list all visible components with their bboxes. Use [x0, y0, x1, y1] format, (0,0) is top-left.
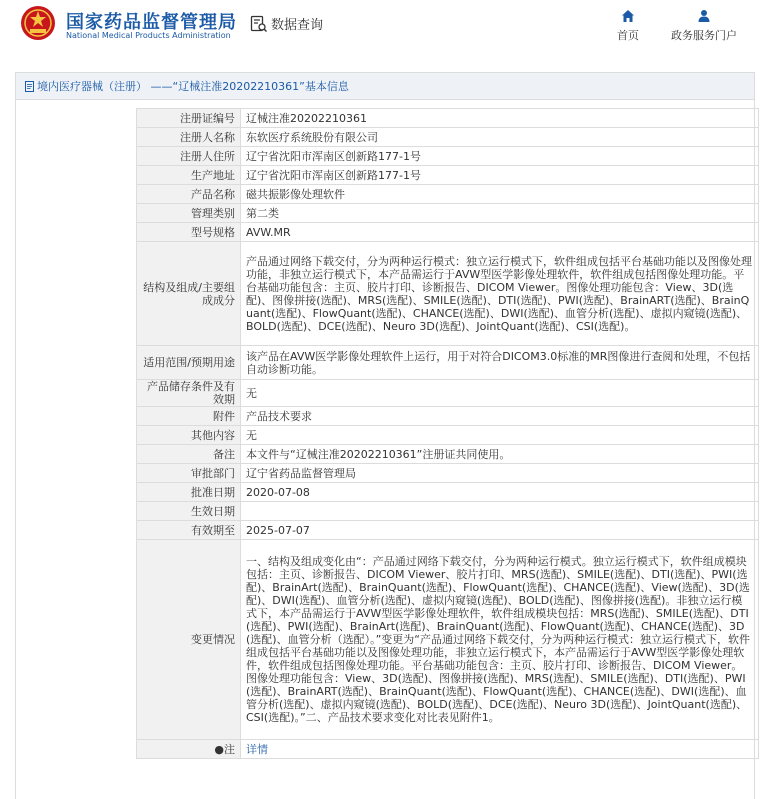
- row-label: 变更情况: [137, 540, 241, 740]
- row-label: 生产地址: [137, 166, 241, 185]
- table-row: [137, 502, 759, 521]
- row-label: 注册人名称: [137, 128, 241, 147]
- table-row: [137, 166, 759, 185]
- row-value: [241, 502, 759, 521]
- table-row: [137, 128, 759, 147]
- row-label: 产品名称: [137, 185, 241, 204]
- row-value: 该产品在AVW医学影像处理软件上运行，用于对符合DICOM3.0标准的MR图像进行查阅和处理，不包括自动诊断功能。: [241, 346, 759, 380]
- detail-title: 境内医疗器械（注册） ——“辽械注准20202210361”基本信息: [37, 80, 349, 93]
- table-row: [137, 445, 759, 464]
- details-link[interactable]: 详情: [246, 742, 268, 756]
- row-value: 无: [241, 426, 759, 445]
- note-label: 注: [224, 742, 235, 756]
- data-query-label: 数据查询: [271, 18, 324, 33]
- row-label: [137, 740, 241, 759]
- row-value: AVW.MR: [241, 223, 759, 242]
- site-name-en[interactable]: National Medical Products Administration: [66, 31, 231, 40]
- row-value: 产品通过网络下载交付，分为两种运行模式：独立运行模式下，软件组成包括平台基础功能以及图像处理功能，非独立运行模式下，本产品需运行于AVW型医学影像处理软件，软件组成包括图像处理功能。平台基础功能包含：主页、胶片打印、诊断报告、DICOM Viewer。图像处理功能包含：View、3D(选配)、图像拼接(选配)、MRS(选配)、SMILE(选配)、DTI(选配)、PWI(选配)、BrainART(选配)、BrainQuant(选配)、FlowQuant(选配)、CHANCE(选配)、DWI(选配)、血管分析(选配)、虚拟内窥镜(选配)、BOLD(选配)、DCE(选配)、Neuro 3D(选配)、JointQuant(选配)、CSI(选配)。: [241, 242, 759, 346]
- nav-home-label: 首页: [617, 29, 639, 42]
- row-label: 其他内容: [137, 426, 241, 445]
- table-row: [137, 109, 759, 128]
- row-label: 有效期至: [137, 521, 241, 540]
- row-label: 注册人住所: [137, 147, 241, 166]
- row-value: 辽宁省药品监督管理局: [241, 464, 759, 483]
- row-value: [241, 740, 759, 759]
- row-label: 附件: [137, 407, 241, 426]
- row-label: 型号规格: [137, 223, 241, 242]
- national-emblem-logo[interactable]: [20, 5, 56, 41]
- table-row: [137, 380, 759, 407]
- row-label: 生效日期: [137, 502, 241, 521]
- table-row: [137, 740, 759, 759]
- row-label: 产品储存条件及有效期: [137, 380, 241, 407]
- row-label: 注册证编号: [137, 109, 241, 128]
- row-value: 磁共振影像处理软件: [241, 185, 759, 204]
- nav-service-portal[interactable]: [666, 9, 742, 43]
- nav-home[interactable]: [611, 9, 645, 43]
- info-bullet-icon: ●: [214, 742, 224, 756]
- row-value: 辽宁省沈阳市浑南区创新路177-1号: [241, 147, 759, 166]
- table-row: [137, 223, 759, 242]
- row-value: 本文件与“辽械注准20202210361”注册证共同使用。: [241, 445, 759, 464]
- row-value: 辽宁省沈阳市浑南区创新路177-1号: [241, 166, 759, 185]
- detail-title-bar: [16, 73, 754, 100]
- row-value: 一、结构及组成变化由“：产品通过网络下载交付，分为两种运行模式。独立运行模式下，软件组成模块包括：主页、诊断报告、DICOM Viewer、胶片打印、MRS(选配)、SMILE(选配)、DTI(选配)、PWI(选配)、BrainArt(选配)、BrainQuant(选配)、FlowQuant(选配)、CHANCE(选配)、View(选配)、3D(选配)、DWI(选配)、血管分析(选配)、虚拟内窥镜(选配)、BOLD(选配)、图像拼接(选配)。非独立运行模式下，本产品需运行于AVW型医学影像处理软件，软件组成模块包括：MRS(选配)、SMILE(选配)、DTI(选配)、PWI(选配)、BrainArt(选配)、BrainQuant(选配)、FlowQuant(选配)、CHANCE(选配)、3D(选配)、血管分析（选配）。”变更为“产品通过网络下载交付，分为两种运行模式：独立运行模式下，软件组成包括平台基础功能以及图像处理功能，非独立运行模式下，本产品需运行于AVW型医学影像处理软件，软件组成包括图像处理功能。平台基础功能包含：主页、胶片打印、诊断报告、DICOM Viewer。图像处理功能包含：View、3D(选配)、图像拼接(选配)、MRS(选配)、SMILE(选配)、DTI(选配)、PWI(选配)、BrainART(选配)、BrainQuant(选配)、FlowQuant(选配)、CHANCE(选配)、DWI(选配)、血管分析(选配)、虚拟内窥镜(选配)、BOLD(选配)、DCE(选配)、Neuro 3D(选配)、JointQuant(选配)、CSI(选配)。”二、产品技术要求变化对比表见附件1。: [241, 540, 759, 740]
- data-query-icon: [250, 15, 268, 33]
- table-row: [137, 147, 759, 166]
- table-row: [137, 185, 759, 204]
- home-icon: [621, 9, 635, 23]
- table-row: [137, 407, 759, 426]
- data-query-link[interactable]: [250, 14, 323, 33]
- row-value: 辽械注准20202210361: [241, 109, 759, 128]
- nav-service-portal-label: 政务服务门户: [671, 29, 737, 42]
- row-label: 适用范围/预期用途: [137, 346, 241, 380]
- registration-info-table: [136, 108, 759, 759]
- row-label: 备注: [137, 445, 241, 464]
- row-label: 批准日期: [137, 483, 241, 502]
- row-label: 审批部门: [137, 464, 241, 483]
- row-value: 2020-07-08: [241, 483, 759, 502]
- row-value: 东软医疗系统股份有限公司: [241, 128, 759, 147]
- row-value: 产品技术要求: [241, 407, 759, 426]
- row-value: 第二类: [241, 204, 759, 223]
- row-label: 结构及组成/主要组成成分: [137, 242, 241, 346]
- table-row: [137, 242, 759, 346]
- site-name-cn[interactable]: 国家药品监督管理局: [66, 12, 237, 33]
- row-label: 管理类别: [137, 204, 241, 223]
- detail-panel: [15, 72, 755, 799]
- table-row: [137, 204, 759, 223]
- row-value: 无: [241, 380, 759, 407]
- table-row: [137, 346, 759, 380]
- table-row: [137, 426, 759, 445]
- document-icon: [24, 81, 35, 92]
- table-row: [137, 540, 759, 740]
- site-header: [0, 0, 760, 52]
- table-row: [137, 521, 759, 540]
- table-row: [137, 483, 759, 502]
- row-value: 2025-07-07: [241, 521, 759, 540]
- user-icon: [697, 9, 711, 23]
- table-row: [137, 464, 759, 483]
